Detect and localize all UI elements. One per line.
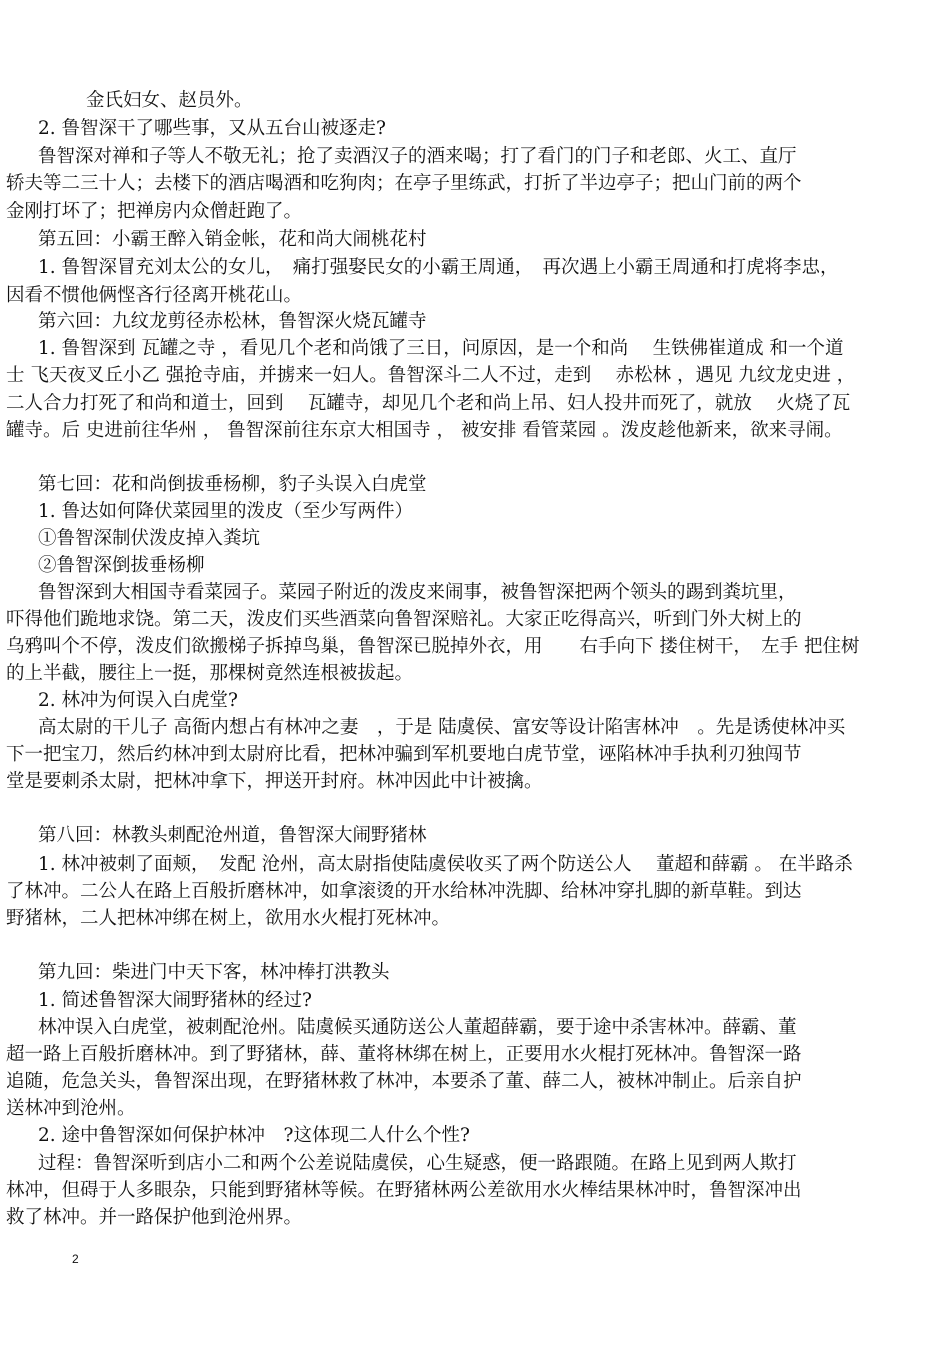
question-heading: 2. 林冲为何误入白虎堂? <box>38 690 238 711</box>
text-line: 追随，危急关头，鲁智深出现，在野猪林救了林冲，本要杀了董、薛二人，被林冲制止。后亲自护 <box>6 1071 802 1092</box>
text-line: 送林冲到沧州。 <box>6 1098 136 1119</box>
chapter-heading: 第九回：柴进门中天下客，林冲棒打洪教头 <box>38 962 390 983</box>
text-line: 高太尉的干儿子 高衙内想占有林冲之妻 ，于是 陆虞侯、富安等设计陷害林冲 。先是诱使林冲买 <box>38 717 846 738</box>
answer-item: ①鲁智深制伏泼皮掉入粪坑 <box>38 528 261 549</box>
question-heading: 2. 途中鲁智深如何保护林冲 ?这体现二人什么个性? <box>38 1125 470 1146</box>
text-line: 超一路上百般折磨林冲。到了野猪林，薛、董将林绑在树上，正要用水火棍打死林冲。鲁智深一路 <box>6 1044 802 1065</box>
text-line: 过程：鲁智深听到店小二和两个公差说陆虞侯，心生疑惑，便一路跟随。在路上见到两人欺打 <box>38 1153 797 1174</box>
question-heading: 2. 鲁智深干了哪些事，又从五台山被逐走? <box>38 118 386 139</box>
text-line: 林冲，但碍于人多眼杂，只能到野猪林等候。在野猪林两公差欲用水火棒结果林冲时，鲁智深冲出 <box>6 1180 802 1201</box>
text-line: 因看不惯他俩悭吝行径离开桃花山。 <box>6 285 303 306</box>
chapter-heading: 第五回：小霸王醉入销金帐，花和尚大闹桃花村 <box>38 229 427 250</box>
page-number: 2 <box>72 1252 79 1266</box>
text-line: 堂是要刺杀太尉，把林冲拿下，押送开封府。林冲因此中计被擒。 <box>6 771 543 792</box>
text-line: 士 飞天夜叉丘小乙 强抢寺庙，并掳来一妇人。鲁智深斗二人不过，走到 赤松林 ，遇见 九纹龙史进 ， <box>6 365 856 386</box>
text-line: 轿夫等二三十人；去楼下的酒店喝酒和吃狗肉；在亭子里练武，打折了半边亭子；把山门前的两个 <box>6 173 802 194</box>
text-line: 的上半截，腰往上一挺，那棵树竟然连根被拔起。 <box>6 663 414 684</box>
chapter-heading: 第八回：林教头刺配沧州道，鲁智深大闹野猪林 <box>38 825 427 846</box>
text-line: 野猪林，二人把林冲绑在树上，欲用水火棍打死林冲。 <box>6 908 451 929</box>
question-heading: 1. 简述鲁智深大闹野猪林的经过? <box>38 990 312 1011</box>
text-line: 下一把宝刀，然后约林冲到太尉府比看，把林冲骗到军机要地白虎节堂，诬陷林冲手执利刃独闯节 <box>6 744 802 765</box>
question-text: 1. 林冲被刺了面颊， 发配 沧州，高太尉指使陆虞侯收买了两个防送公人 董超和薛霸 。 在半路杀 <box>38 854 853 875</box>
text-line: 金氏妇女、赵员外。 <box>86 90 253 111</box>
text-line: 吓得他们跪地求饶。第二天，泼皮们买些酒菜向鲁智深赔礼。大家正吃得高兴，听到门外大树上的 <box>6 609 802 630</box>
text-line: 林冲误入白虎堂，被刺配沧州。陆虞候买通防送公人董超薛霸，要于途中杀害林冲。薛霸、董 <box>38 1017 797 1038</box>
text-line: 罐寺。后 史进前往华州 ， 鲁智深前往东京大相国寺 ， 被安排 看管菜园 。泼皮趁他新来，欲来寻闹。 <box>6 420 843 441</box>
answer-item: ②鲁智深倒拔垂杨柳 <box>38 555 205 576</box>
text-line: 金刚打坏了；把禅房内众僧赶跑了。 <box>6 201 303 222</box>
question-heading: 1. 鲁达如何降伏菜园里的泼皮（至少写两件） <box>38 501 414 522</box>
text-line: 乌鸦叫个不停，泼皮们欲搬梯子拆掉鸟巢，鲁智深已脱掉外衣，用 右手向下 搂住树干， 左手 把住树 <box>6 636 860 657</box>
chapter-heading: 第六回：九纹龙剪径赤松林，鲁智深火烧瓦罐寺 <box>38 311 427 332</box>
text-line: 鲁智深对禅和子等人不敬无礼；抢了卖酒汉子的酒来喝；打了看门的门子和老郎、火工、直厅 <box>38 146 797 167</box>
text-line: 鲁智深到大相国寺看菜园子。菜园子附近的泼皮来闹事，被鲁智深把两个领头的踢到粪坑里， <box>38 582 797 603</box>
text-line: 二人合力打死了和尚和道士，回到 瓦罐寺，却见几个老和尚上吊、妇人投井而死了，就放 火烧了瓦 <box>6 393 851 414</box>
text-line: 了林冲。二公人在路上百般折磨林冲，如拿滚烫的开水给林冲洗脚、给林冲穿扎脚的新草鞋。到达 <box>6 881 802 902</box>
text-line: 救了林冲。并一路保护他到沧州界。 <box>6 1207 303 1228</box>
chapter-heading: 第七回：花和尚倒拔垂杨柳，豹子头误入白虎堂 <box>38 474 427 495</box>
question-text: 1. 鲁智深冒充刘太公的女儿， 痛打强娶民女的小霸王周通， 再次遇上小霸王周通和打虎将李忠， <box>38 257 839 278</box>
question-text: 1. 鲁智深到 瓦罐之寺 ，看见几个老和尚饿了三日，问原因，是一个和尚 生铁佛崔道成 和一个道 <box>38 338 844 359</box>
